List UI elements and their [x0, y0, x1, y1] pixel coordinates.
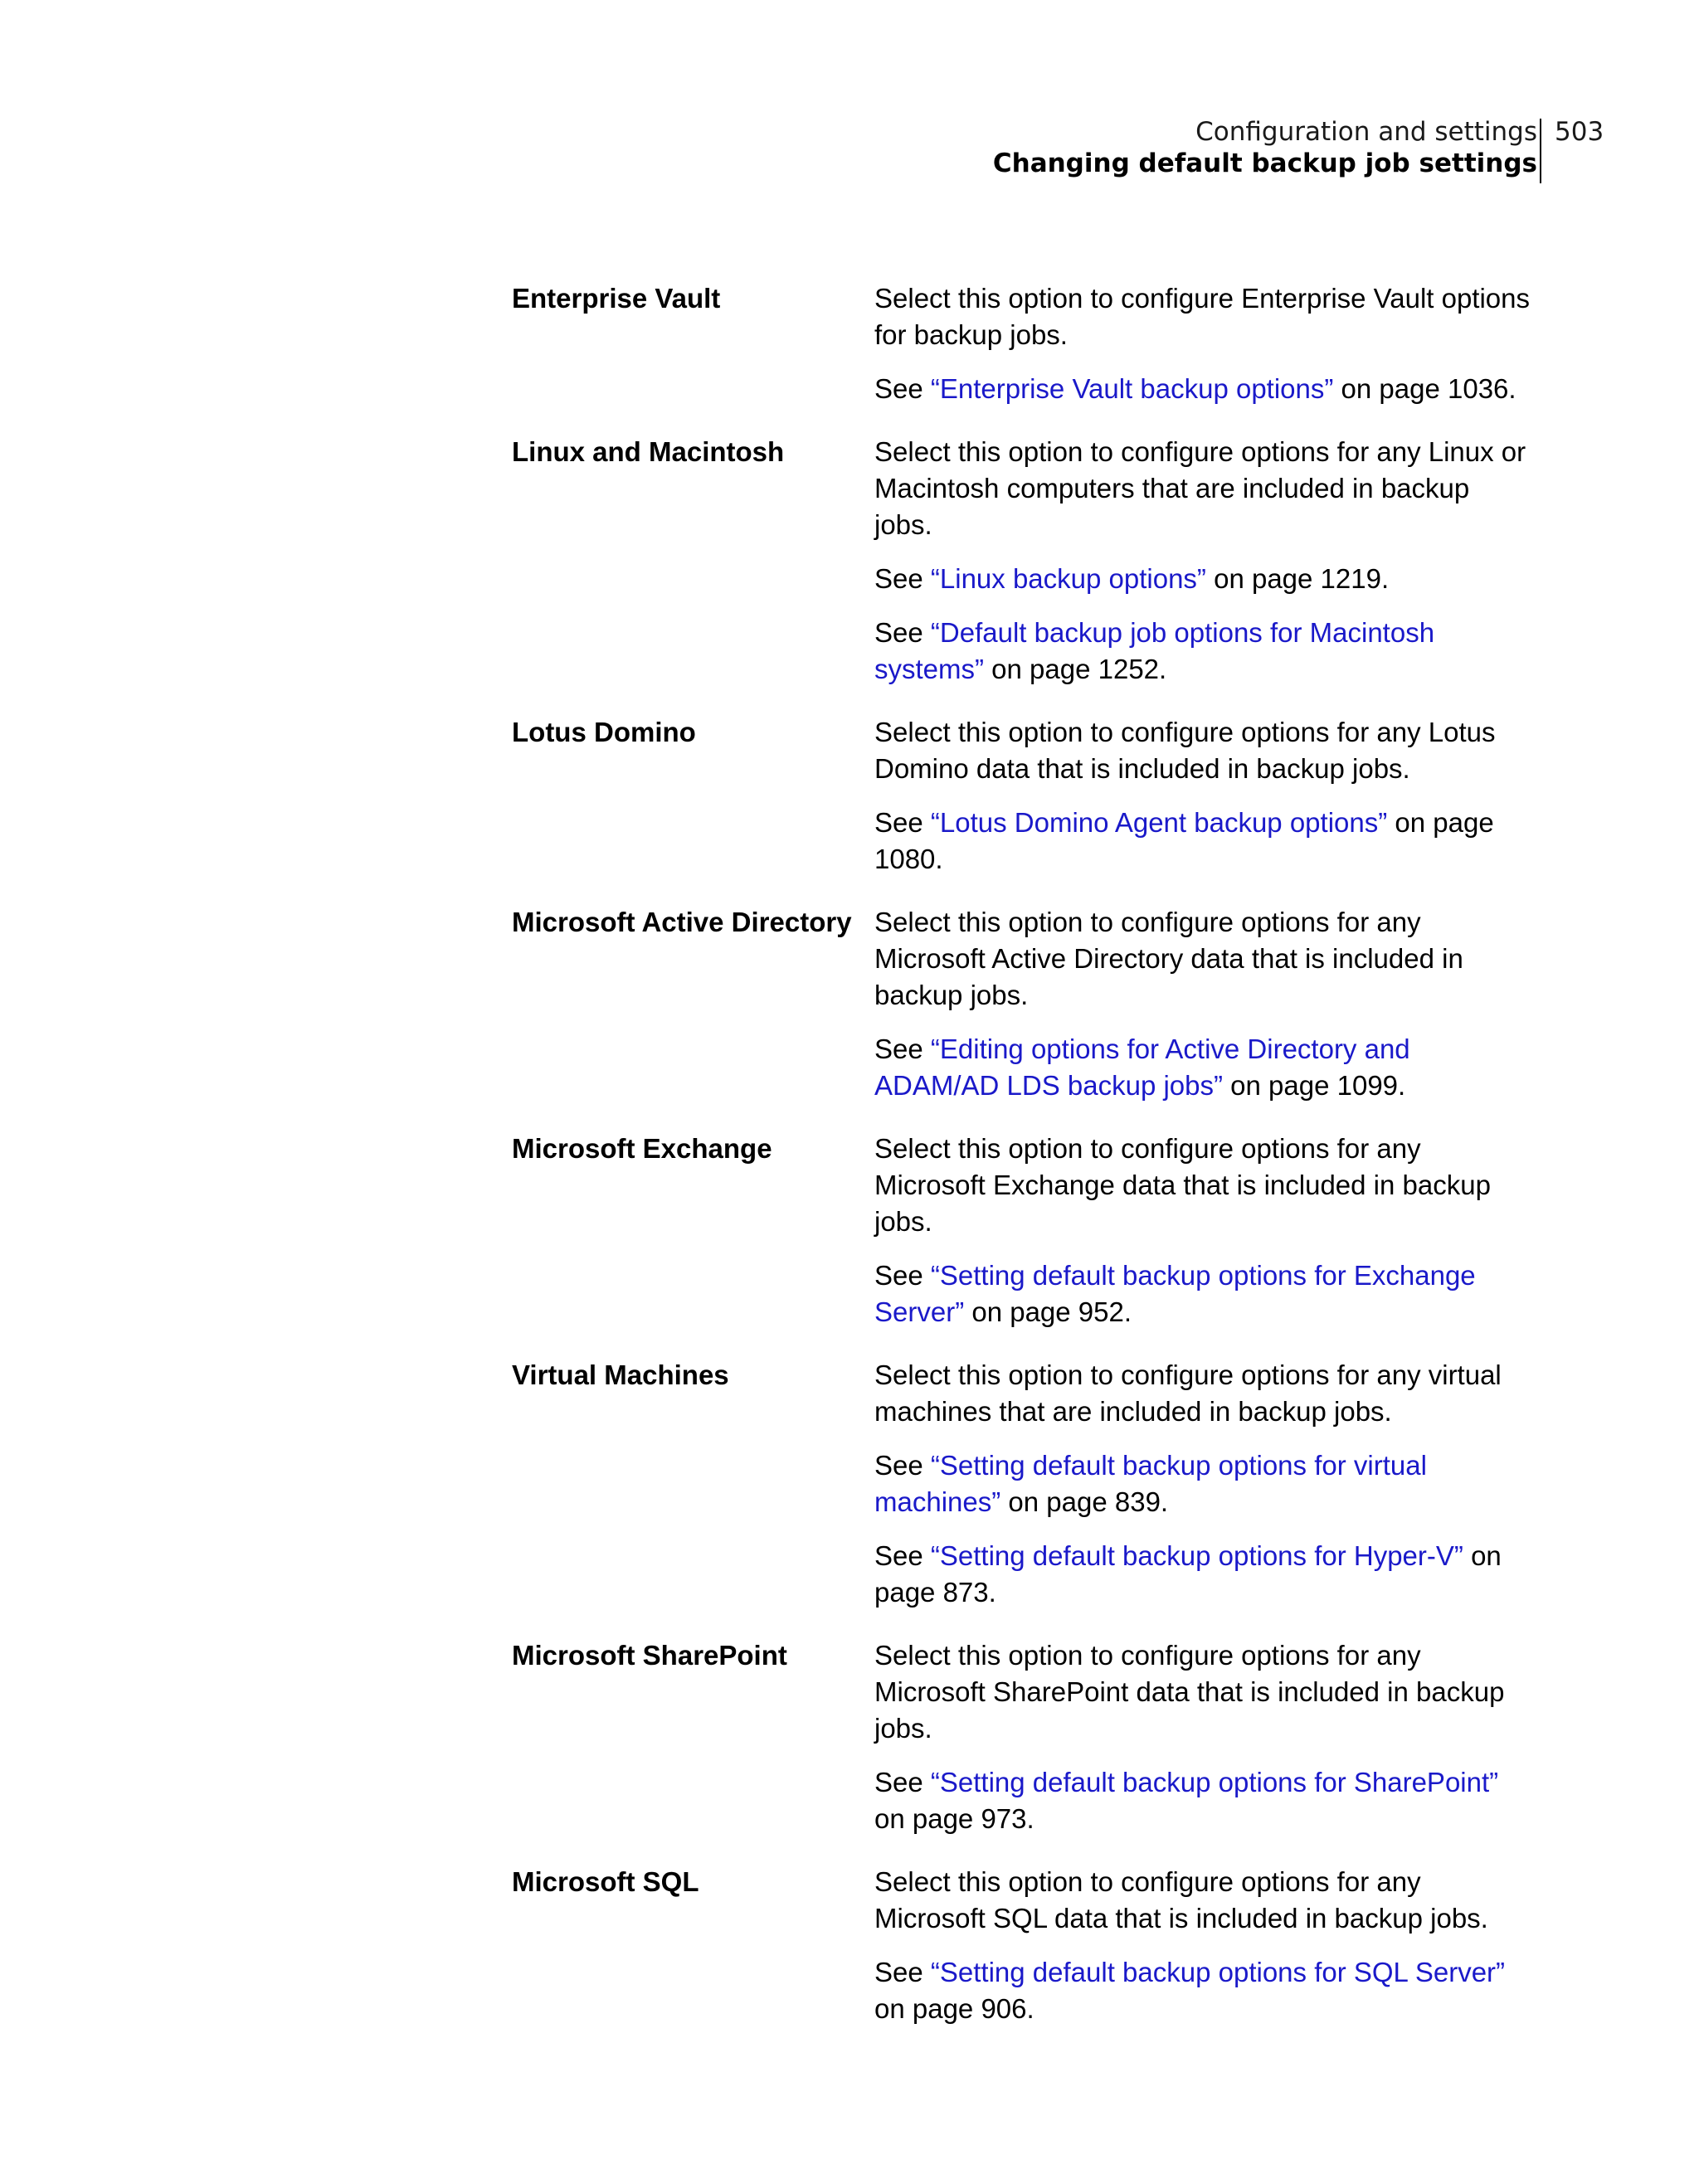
option-term: Microsoft Active Directory — [512, 907, 852, 937]
option-description: Select this option to configure options for any virtual machines that are included in backup jobs. — [874, 1360, 1502, 1427]
option-row — [512, 904, 1532, 1104]
cross-reference — [874, 805, 1532, 878]
option-description: Select this option to configure options for any Microsoft Exchange data that is included in backup jobs. — [874, 1133, 1491, 1237]
cross-reference-link[interactable]: “Setting default backup options for Hyper-V” — [930, 1540, 1463, 1571]
option-term: Microsoft SharePoint — [512, 1640, 787, 1671]
option-term: Microsoft Exchange — [512, 1133, 772, 1164]
option-description: Select this option to configure options for any Lotus Domino data that is included in backup jobs. — [874, 717, 1496, 784]
cross-reference-link[interactable]: “Editing options for Active Directory and ADAM/AD LDS backup jobs” — [874, 1034, 1410, 1101]
cross-reference — [874, 1954, 1532, 2027]
section-title: Changing default backup job settings — [992, 148, 1537, 178]
cross-reference — [874, 615, 1532, 688]
option-description: Select this option to configure Enterprise Vault options for backup jobs. — [874, 283, 1531, 350]
cross-reference — [874, 1764, 1532, 1837]
cross-reference-link[interactable]: “Setting default backup options for Exchange Server” — [874, 1260, 1476, 1327]
see-label: See — [874, 1034, 931, 1064]
cross-reference — [874, 561, 1532, 597]
running-header — [993, 116, 1537, 179]
option-definition — [874, 1131, 1532, 1330]
option-definition — [874, 434, 1532, 688]
page-reference: on page 1252. — [984, 654, 1167, 684]
option-description: Select this option to configure options for any Microsoft Active Directory data that is included in backup jobs. — [874, 907, 1463, 1010]
option-term: Enterprise Vault — [512, 283, 721, 314]
option-definition — [874, 714, 1532, 878]
option-definition — [874, 280, 1532, 407]
cross-reference — [874, 1447, 1532, 1520]
cross-reference-link[interactable]: “Linux backup options” — [930, 563, 1206, 594]
cross-reference — [874, 1031, 1532, 1104]
page-reference: on page 1099. — [1223, 1070, 1406, 1101]
option-description: Select this option to configure options for any Microsoft SharePoint data that is included in backup jobs. — [874, 1640, 1505, 1744]
see-label: See — [874, 1767, 931, 1797]
option-term: Linux and Macintosh — [512, 436, 785, 467]
option-definition — [874, 1637, 1532, 1837]
option-term: Microsoft SQL — [512, 1866, 699, 1897]
page-reference: on page 1036. — [1333, 373, 1516, 404]
cross-reference-link[interactable]: “Default backup job options for Macintosh systems” — [874, 617, 1435, 684]
see-label: See — [874, 1957, 931, 1987]
page-reference: on page 873. — [874, 1540, 1502, 1608]
see-label: See — [874, 373, 931, 404]
header-divider — [1540, 119, 1541, 183]
page-reference: on page 839. — [1000, 1486, 1169, 1517]
see-label: See — [874, 807, 931, 838]
cross-reference — [874, 1538, 1532, 1611]
see-label: See — [874, 1450, 931, 1481]
cross-reference-link[interactable]: “Enterprise Vault backup options” — [930, 373, 1334, 404]
cross-reference-link[interactable]: “Setting default backup options for SQL Server” — [930, 1957, 1506, 1987]
option-row — [512, 1864, 1532, 2027]
option-row — [512, 1637, 1532, 1837]
see-label: See — [874, 617, 931, 648]
page-reference: on page 952. — [964, 1296, 1132, 1327]
option-definition — [874, 904, 1532, 1104]
see-label: See — [874, 563, 931, 594]
cross-reference-link[interactable]: “Setting default backup options for virtual machines” — [874, 1450, 1427, 1517]
option-term: Virtual Machines — [512, 1360, 729, 1390]
option-term: Lotus Domino — [512, 717, 696, 747]
option-description: Select this option to configure options for any Microsoft SQL data that is included in backup jobs. — [874, 1866, 1488, 1933]
options-table — [512, 280, 1532, 2054]
cross-reference — [874, 371, 1532, 407]
page-reference: on page 973. — [874, 1803, 1034, 1834]
page-reference: on page 1080. — [874, 807, 1494, 874]
page-reference: on page 906. — [874, 1993, 1034, 2024]
page-reference: on page 1219. — [1205, 563, 1390, 594]
option-row — [512, 1131, 1532, 1330]
page-number: 503 — [1555, 117, 1604, 147]
cross-reference — [874, 1257, 1532, 1330]
option-description: Select this option to configure options for any Linux or Macintosh computers that are included in backup jobs. — [874, 436, 1526, 540]
cross-reference-link[interactable]: “Setting default backup options for SharePoint” — [930, 1767, 1499, 1797]
see-label: See — [874, 1260, 931, 1291]
see-label: See — [874, 1540, 931, 1571]
chapter-title: Configuration and settings — [1195, 117, 1537, 147]
option-row — [512, 1357, 1532, 1611]
option-definition — [874, 1357, 1532, 1611]
option-definition — [874, 1864, 1532, 2027]
option-row — [512, 434, 1532, 688]
option-row — [512, 714, 1532, 878]
cross-reference-link[interactable]: “Lotus Domino Agent backup options” — [930, 807, 1388, 838]
option-row — [512, 280, 1532, 407]
